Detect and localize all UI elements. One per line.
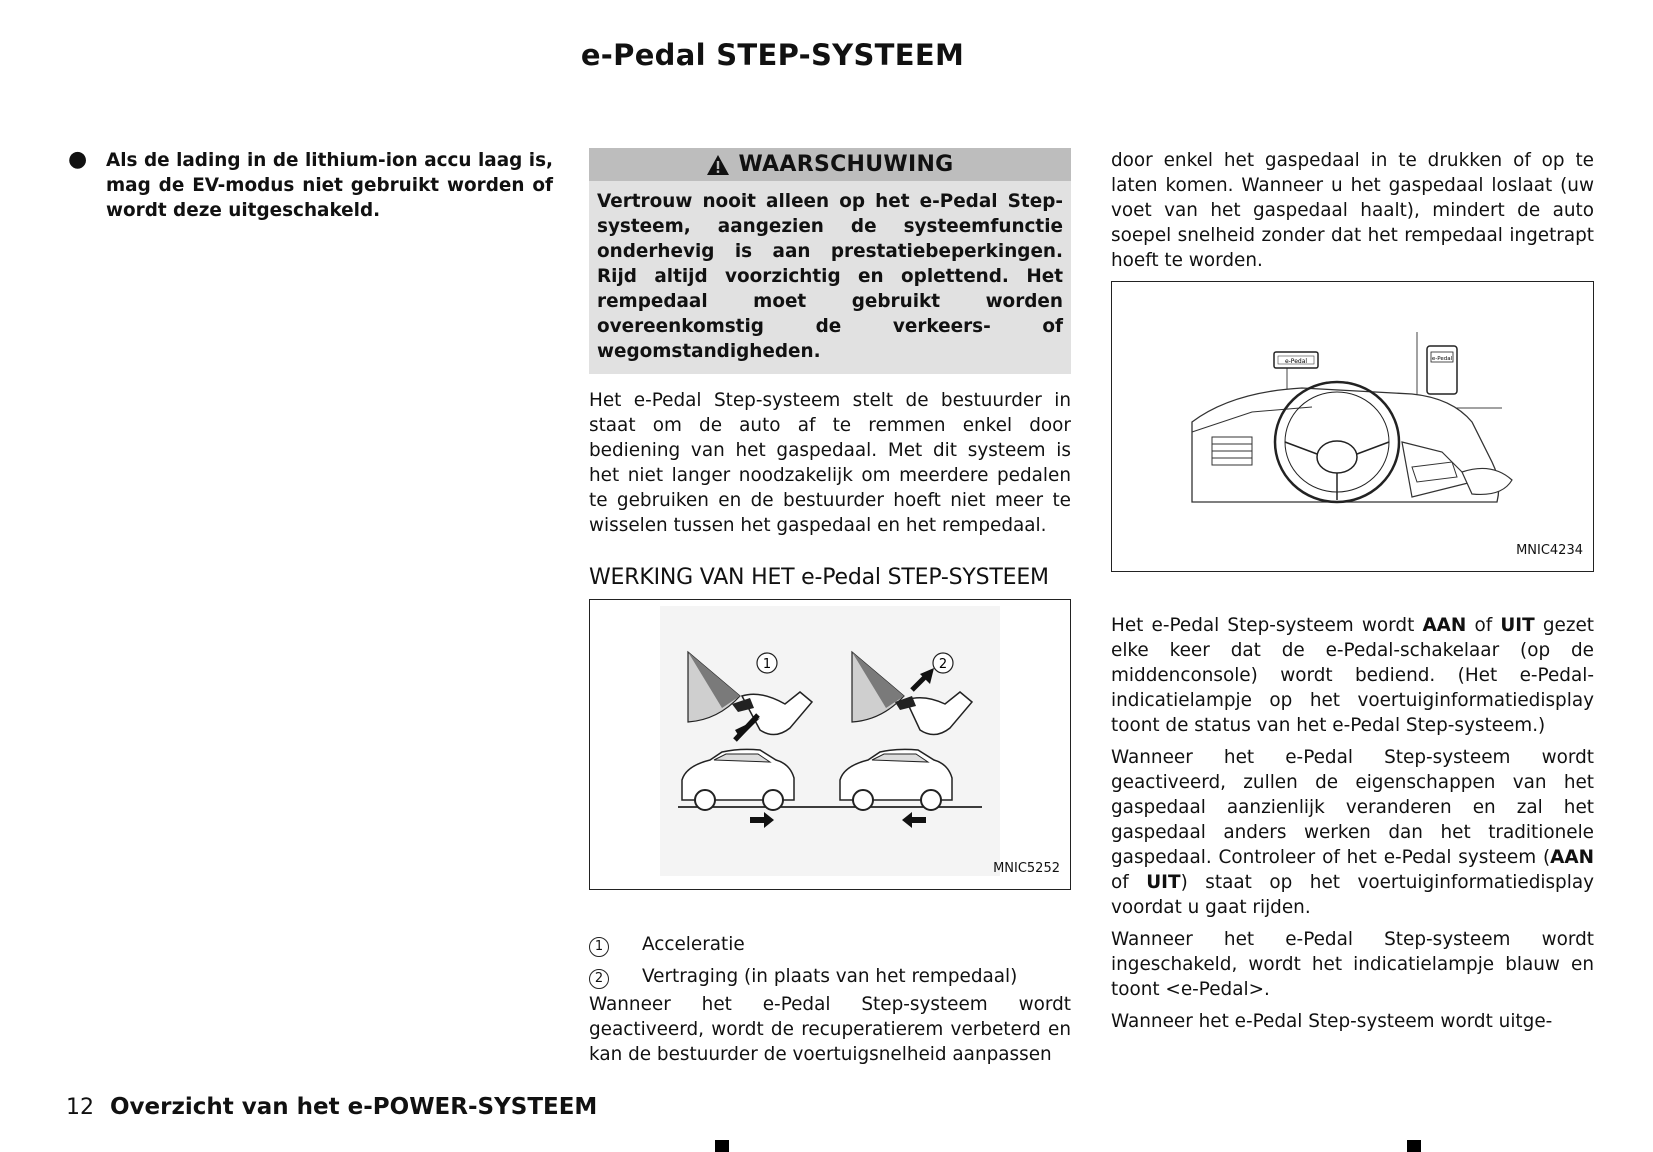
warning-header — [589, 148, 1071, 181]
column-middle — [589, 148, 1071, 1067]
paragraph-on-off: Het e-Pedal Step-systeem wordt AAN of UIT gezet elke keer dat de e-Pedal-schakelaar (op de middenconsole) wordt bediend. (Het e-Pedal-indicatielampje op het voertuiginformatiedisplay toont de status van het e-Pedal Step-systeem.) — [1111, 615, 1595, 736]
paragraph-disabled: Wanneer het e-Pedal Step-systeem wordt uitge- — [1111, 1011, 1553, 1032]
pedal-operation-illustration — [590, 600, 1069, 888]
warning-triangle-icon — [706, 154, 730, 176]
paragraph-enabled: Wanneer het e-Pedal Step-systeem wordt ingeschakeld, wordt het indicatielampje blauw en toont <e-Pedal>. — [1111, 929, 1594, 1000]
dashboard-illustration — [1112, 282, 1592, 570]
bullet-item — [68, 148, 553, 223]
legend-label: Acceleratie — [642, 933, 745, 955]
crop-mark — [1407, 1140, 1421, 1152]
continuation-paragraph: door enkel het gaspedaal in te drukken of op te laten komen. Wanneer u het gaspedaal loslaat (uw voet van het gaspedaal haalt), mindert de auto soepel snelheid zonder dat het rempedaal ingetrapt hoeft te worden. — [1111, 150, 1594, 271]
figure-pedal-operation — [589, 599, 1071, 890]
crop-mark — [715, 1140, 729, 1152]
bullet-text: Als de lading in de lithium-ion accu laag is, mag de EV-modus niet gebruikt worden of wordt deze uitgeschakeld. — [106, 150, 553, 221]
chapter-title: Overzicht van het e-POWER-SYSTEEM — [110, 1094, 598, 1120]
warning-body: Vertrouw nooit alleen op het e-Pedal Step-systeem, aangezien de systeemfunctie onderhevig is aan prestatiebeperkingen. Rijd altijd voorzichtig en oplettend. Het rempedaal moet gebruikt worden overeenkomstig de verkeers- of wegomstandigheden. — [589, 181, 1071, 374]
legend-item — [589, 928, 1071, 960]
warning-heading: WAARSCHUWING — [738, 152, 954, 177]
figure-dashboard — [1111, 281, 1594, 572]
svg-text:1: 1 — [762, 657, 772, 672]
bullet-dot-icon: ● — [68, 147, 88, 172]
section-heading: WERKING VAN HET e-Pedal STEP-SYSTEEM — [589, 565, 1049, 590]
paragraph-activated: Wanneer het e-Pedal Step-systeem wordt geactiveerd, zullen de eigenschappen van het gaspedaal aanzienlijk veranderen en zal het gaspedaal anders werken dan het traditionele gaspedaal. Controleer of het e-Pedal systeem (AAN of UIT) staat op het voertuiginformatiedisplay voordat u gaat rijden. — [1111, 747, 1594, 918]
legend-number: 2 — [589, 969, 609, 989]
page-number: 12 — [66, 1095, 94, 1120]
figure-code: MNIC5252 — [993, 861, 1060, 876]
switch-label: e-Pedal — [1431, 356, 1453, 362]
page-footer — [66, 1094, 597, 1120]
column-left — [68, 148, 553, 223]
closing-paragraph: Wanneer het e-Pedal Step-systeem wordt geactiveerd, wordt de recuperatierem verbeterd en kan de bestuurder de voertuigsnelheid aanpassen — [589, 994, 1071, 1065]
legend-label: Vertraging (in plaats van het rempedaal) — [642, 965, 1018, 987]
page-title: e-Pedal STEP-SYSTEEM — [580, 38, 965, 72]
indicator-label: e-Pedal — [1284, 358, 1308, 365]
svg-text:2: 2 — [938, 657, 948, 672]
figure-code: MNIC4234 — [1516, 543, 1583, 558]
intro-paragraph: Het e-Pedal Step-systeem stelt de bestuurder in staat om de auto af te remmen enkel door bediening van het gaspedaal. Met dit systeem is het niet langer noodzakelijk om meerdere pedalen te gebruiken en de bestuurder hoeft niet meer te wisselen tussen het gaspedaal en het rempedaal. — [589, 390, 1071, 536]
legend-item — [589, 960, 1071, 992]
column-right — [1111, 148, 1594, 1034]
legend-number: 1 — [589, 937, 609, 957]
